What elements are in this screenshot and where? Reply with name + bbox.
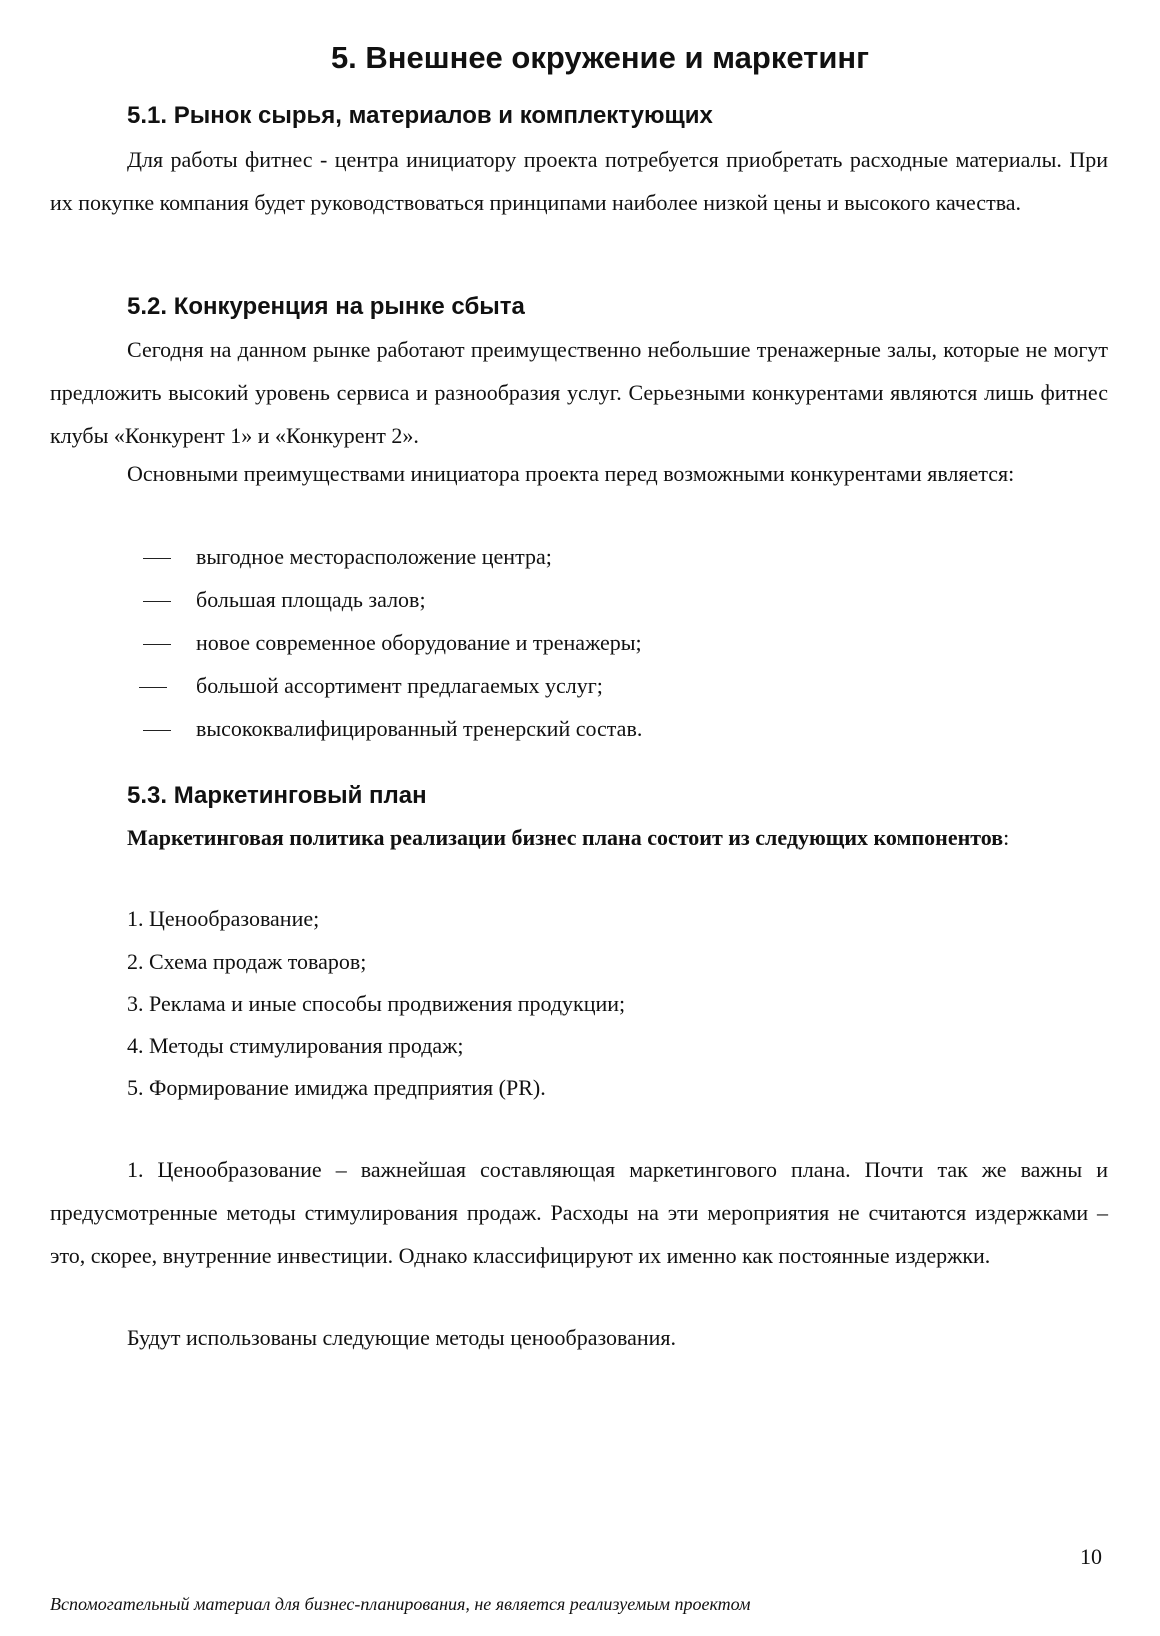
section-5-2-paragraph-2: Основными преимуществами инициатора проекта перед возможными конкурентами является: bbox=[127, 461, 1015, 486]
page-title: 5. Внешнее окружение и маркетинг bbox=[330, 40, 870, 75]
list-item: 5. Формирование имиджа предприятия (PR). bbox=[127, 1075, 546, 1100]
section-5-2-paragraph-1: Сегодня на данном рынке работают преимущественно небольшие тренажерные залы, которые не могут предложить высокий уровень сервиса и разнообразия услуг. Серьезными конкурентами являются лишь фитнес клубы «Конкурент 1» и «Конкурент 2». bbox=[50, 337, 1108, 448]
list-item: 1. Ценообразование; bbox=[127, 906, 320, 931]
dash-bullet bbox=[143, 558, 171, 559]
section-5-1-text: Для работы фитнес - центра инициатору проекта потребуется приобретать расходные материалы. При их покупке компания будет руководствоваться принципами наиболее низкой цены и высокого качества. bbox=[50, 147, 1108, 215]
list-item: 2. Схема продаж товаров; bbox=[127, 949, 367, 974]
section-5-3-intro bbox=[50, 816, 1108, 859]
section-heading-5-3: 5.3. Маркетинговый план bbox=[127, 782, 427, 809]
list-item: 3. Реклама и иные способы продвижения продукции; bbox=[127, 991, 626, 1016]
list-item: выгодное месторасположение центра; bbox=[196, 544, 552, 569]
dash-bullet bbox=[143, 730, 171, 731]
list-item: большой ассортимент предлагаемых услуг; bbox=[196, 673, 603, 698]
pricing-methods-paragraph: Будут использованы следующие методы ценообразования. bbox=[127, 1325, 677, 1350]
section-5-3-intro-colon: : bbox=[1003, 825, 1010, 850]
footer-note: Вспомогательный материал для бизнес-планирования, не является реализуемым проектом bbox=[50, 1594, 751, 1614]
section-heading-5-2: 5.2. Конкуренция на рынке сбыта bbox=[127, 293, 525, 320]
list-item: новое современное оборудование и тренажеры; bbox=[196, 630, 642, 655]
list-item: большая площадь залов; bbox=[196, 587, 426, 612]
section-heading-5-1: 5.1. Рынок сырья, материалов и комплектующих bbox=[127, 102, 713, 129]
list-item: высококвалифицированный тренерский состав. bbox=[196, 716, 643, 741]
pricing-paragraph: 1. Ценообразование – важнейшая составляющая маркетингового плана. Почти так же важны и предусмотренные методы стимулирования продаж. Расходы на эти мероприятия не считаются издержками – это, скорее, внутренние инвестиции. Однако классифицируют их именно как постоянные издержки. bbox=[50, 1157, 1108, 1268]
dash-bullet bbox=[143, 601, 171, 602]
list-item: 4. Методы стимулирования продаж; bbox=[127, 1033, 464, 1058]
section-5-3-intro-bold: Маркетинговая политика реализации бизнес плана состоит из следующих компонентов bbox=[127, 825, 1004, 850]
page-number: 10 bbox=[1080, 1544, 1102, 1569]
dash-bullet bbox=[139, 687, 167, 688]
dash-bullet bbox=[143, 644, 171, 645]
